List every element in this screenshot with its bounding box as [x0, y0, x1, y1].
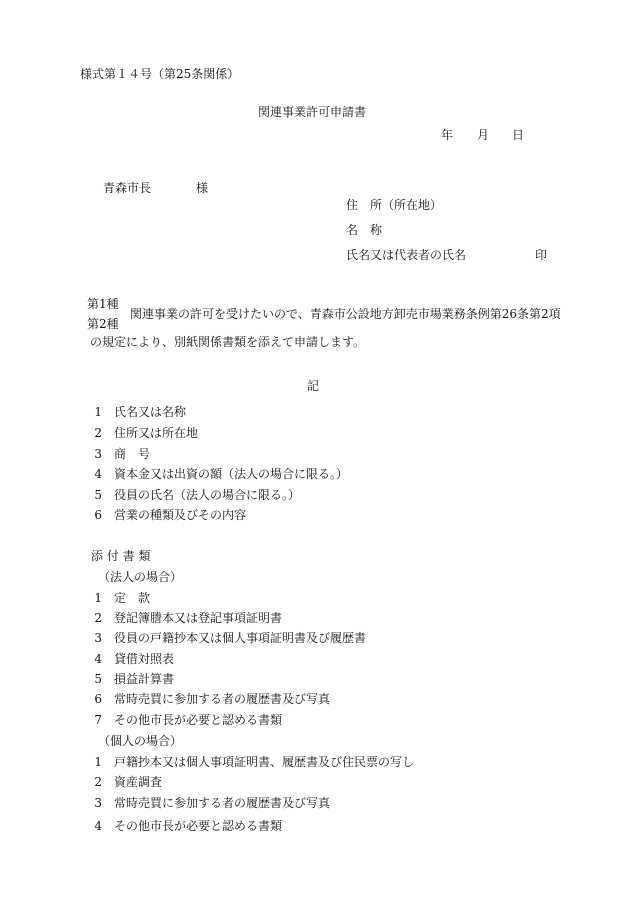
list-item: 4 その他市長が必要と認める書類: [94, 819, 283, 833]
list-item: 3 常時売買に参加する者の履歴書及び写真: [94, 796, 331, 810]
date-month-label: 月: [477, 128, 490, 142]
attachments-heading: 添 付 書 類: [91, 549, 151, 563]
body-line1: 関連事業の許可を受けたいので、青森市公設地方卸売市場業務条例第26条第2項: [130, 307, 561, 321]
form-number: 様式第１４号（第25条関係）: [80, 67, 240, 81]
date-year-label: 年: [441, 128, 454, 142]
list-item: 3 役員の戸籍抄本又は個人事項証明書及び履歴書: [94, 631, 367, 645]
list-item: 7 その他市長が必要と認める書類: [94, 713, 283, 727]
list-item: 6 常時売買に参加する者の履歴書及び写真: [94, 692, 331, 706]
individual-label: （個人の場合）: [98, 734, 183, 748]
list-item: 1 戸籍抄本又は個人事項証明書、履歴書及び住民票の写し: [94, 755, 415, 769]
date-day-label: 日: [512, 128, 525, 142]
seal-mark: 印: [535, 248, 548, 262]
addressee-honorific: 様: [196, 181, 209, 195]
list-item: 4 資本金又は出資の額（法人の場合に限る。）: [94, 467, 349, 481]
list-item: 4 貸借対照表: [94, 652, 175, 666]
address-label: 住 所（所在地）: [346, 198, 443, 212]
list-item: 2 住所又は所在地: [94, 426, 199, 440]
list-item: 5 損益計算書: [94, 672, 175, 686]
representative-label: 氏名又は代表者の氏名: [346, 248, 467, 262]
addressee-name: 青森市長: [103, 181, 152, 195]
list-item: 2 登記簿謄本又は登記事項証明書: [94, 611, 283, 625]
corporate-label: （法人の場合）: [98, 570, 183, 584]
name-label: 名 称: [346, 223, 383, 237]
list-item: 5 役員の氏名（法人の場合に限る。）: [94, 488, 301, 502]
list-item: 1 定 款: [94, 591, 151, 605]
ki-heading: 記: [307, 379, 320, 393]
list-item: 6 営業の種類及びその内容: [94, 508, 247, 522]
list-item: 1 氏名又は名称: [94, 405, 187, 419]
document-title: 関連事業許可申請書: [258, 105, 367, 119]
type1-option: 第1種: [87, 297, 119, 311]
list-item: 3 商 号: [94, 447, 151, 461]
body-line2: の規定により、別紙関係書類を添えて申請します。: [90, 335, 366, 349]
type2-option: 第2種: [87, 317, 119, 331]
list-item: 2 資産調査: [94, 775, 163, 789]
